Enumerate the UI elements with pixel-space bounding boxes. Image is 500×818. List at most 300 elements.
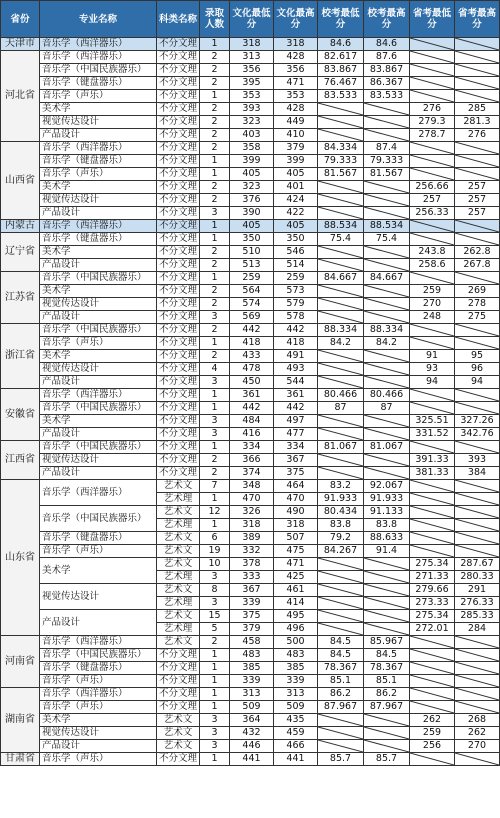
- culture-min-cell: 323: [230, 116, 274, 129]
- school-exam-min-empty-cell: [318, 428, 364, 441]
- culture-min-cell: 318: [230, 519, 274, 532]
- culture-min-cell: 416: [230, 428, 274, 441]
- diagonal-slash: [410, 636, 454, 648]
- culture-max-cell: 367: [274, 454, 318, 467]
- diagonal-slash: [455, 636, 499, 648]
- category-cell: 不分文理: [157, 51, 200, 64]
- culture-min-cell: 385: [230, 662, 274, 675]
- culture-max-cell: 405: [274, 168, 318, 181]
- culture-max-cell: 497: [274, 415, 318, 428]
- category-cell: 艺术文: [157, 558, 200, 571]
- major-cell: 产品设计: [40, 129, 157, 142]
- province-exam-min-empty-cell: [410, 506, 455, 519]
- school-exam-max-cell: 81.567: [364, 168, 410, 181]
- category-cell: 不分文理: [157, 77, 200, 90]
- diagonal-slash: [364, 376, 409, 388]
- culture-max-cell: 477: [274, 428, 318, 441]
- school-exam-max-cell: 75.4: [364, 233, 410, 246]
- admitted-count-cell: 2: [200, 116, 230, 129]
- school-exam-min-cell: 84.334: [318, 142, 364, 155]
- major-cell: 美术学: [40, 714, 157, 727]
- culture-min-cell: 470: [230, 493, 274, 506]
- school-exam-min-cell: 83.533: [318, 90, 364, 103]
- diagonal-slash: [410, 480, 454, 492]
- school-exam-max-empty-cell: [364, 207, 410, 220]
- school-exam-max-empty-cell: [364, 246, 410, 259]
- province-exam-max-cell: 285: [455, 103, 500, 116]
- school-exam-max-cell: 83.533: [364, 90, 410, 103]
- province-exam-min-empty-cell: [410, 688, 455, 701]
- diagonal-slash: [364, 467, 409, 479]
- province-exam-min-empty-cell: [410, 272, 455, 285]
- school-exam-min-cell: 88.334: [318, 324, 364, 337]
- diagonal-slash: [455, 701, 499, 713]
- school-exam-min-cell: 79.333: [318, 155, 364, 168]
- diagonal-slash: [410, 506, 454, 518]
- province-exam-max-empty-cell: [455, 51, 500, 64]
- table-row: [1, 64, 500, 77]
- culture-max-cell: 425: [274, 571, 318, 584]
- province-exam-max-cell: 342.76: [455, 428, 500, 441]
- school-exam-max-cell: 88.633: [364, 532, 410, 545]
- school-exam-min-empty-cell: [318, 363, 364, 376]
- school-exam-max-cell: 84.5: [364, 649, 410, 662]
- diagonal-slash: [318, 727, 363, 739]
- major-cell: 音乐学（声乐）: [40, 90, 157, 103]
- diagonal-slash: [318, 584, 363, 596]
- table-row: [1, 701, 500, 714]
- admitted-count-cell: 1: [200, 90, 230, 103]
- school-exam-min-cell: 79.2: [318, 532, 364, 545]
- culture-max-cell: 546: [274, 246, 318, 259]
- school-exam-min-cell: 76.467: [318, 77, 364, 90]
- school-exam-max-empty-cell: [364, 350, 410, 363]
- diagonal-slash: [410, 441, 454, 453]
- province-exam-max-empty-cell: [455, 220, 500, 233]
- province-exam-min-empty-cell: [410, 90, 455, 103]
- province-exam-max-cell: 276.33: [455, 597, 500, 610]
- culture-min-cell: 564: [230, 285, 274, 298]
- diagonal-slash: [318, 376, 363, 388]
- province-exam-min-empty-cell: [410, 441, 455, 454]
- culture-max-cell: 428: [274, 51, 318, 64]
- admitted-count-cell: 2: [200, 467, 230, 480]
- culture-max-cell: 496: [274, 623, 318, 636]
- province-exam-max-empty-cell: [455, 519, 500, 532]
- school-exam-min-empty-cell: [318, 194, 364, 207]
- province-exam-min-empty-cell: [410, 51, 455, 64]
- major-cell: 视觉传达设计: [40, 116, 157, 129]
- culture-min-cell: 569: [230, 311, 274, 324]
- culture-min-cell: 364: [230, 714, 274, 727]
- diagonal-slash: [410, 402, 454, 414]
- province-exam-min-empty-cell: [410, 233, 455, 246]
- admitted-count-cell: 3: [200, 714, 230, 727]
- table-row: [1, 714, 500, 727]
- category-cell: 不分文理: [157, 337, 200, 350]
- major-cell: 音乐学（声乐）: [40, 337, 157, 350]
- table-row: [1, 181, 500, 194]
- category-cell: 不分文理: [157, 649, 200, 662]
- major-cell: 音乐学（中国民族器乐）: [40, 441, 157, 454]
- province-exam-max-cell: 291: [455, 584, 500, 597]
- culture-max-cell: 483: [274, 649, 318, 662]
- admitted-count-cell: 2: [200, 285, 230, 298]
- diagonal-slash: [318, 571, 363, 583]
- culture-max-cell: 500: [274, 636, 318, 649]
- table-row: [1, 376, 500, 389]
- province-exam-min-cell: 325.51: [410, 415, 455, 428]
- province-exam-min-empty-cell: [410, 64, 455, 77]
- table-row: [1, 740, 500, 753]
- school-exam-max-cell: 78.367: [364, 662, 410, 675]
- major-cell: 音乐学（西洋器乐）: [40, 480, 157, 506]
- category-cell: 不分文理: [157, 64, 200, 77]
- province-exam-max-empty-cell: [455, 77, 500, 90]
- admitted-count-cell: 2: [200, 142, 230, 155]
- table-row: [1, 441, 500, 454]
- province-exam-max-cell: 257: [455, 207, 500, 220]
- province-exam-max-empty-cell: [455, 155, 500, 168]
- diagonal-slash: [410, 519, 454, 531]
- category-cell: 不分文理: [157, 675, 200, 688]
- table-body: [1, 38, 500, 766]
- diagonal-slash: [410, 532, 454, 544]
- school-exam-max-cell: 91.933: [364, 493, 410, 506]
- culture-min-cell: 393: [230, 103, 274, 116]
- category-cell: 艺术理: [157, 597, 200, 610]
- school-exam-max-cell: 85.7: [364, 753, 410, 766]
- school-exam-max-cell: 88.534: [364, 220, 410, 233]
- major-cell: 美术学: [40, 103, 157, 116]
- province-exam-min-empty-cell: [410, 77, 455, 90]
- culture-min-cell: 432: [230, 727, 274, 740]
- diagonal-slash: [364, 194, 409, 206]
- culture-min-cell: 361: [230, 389, 274, 402]
- school-exam-min-empty-cell: [318, 467, 364, 480]
- admitted-count-cell: 2: [200, 103, 230, 116]
- category-cell: 不分文理: [157, 259, 200, 272]
- culture-min-cell: 395: [230, 77, 274, 90]
- diagonal-slash: [364, 727, 409, 739]
- province-exam-min-empty-cell: [410, 480, 455, 493]
- culture-min-cell: 442: [230, 324, 274, 337]
- table-row: [1, 207, 500, 220]
- province-exam-min-empty-cell: [410, 753, 455, 766]
- culture-min-cell: 478: [230, 363, 274, 376]
- culture-max-cell: 405: [274, 220, 318, 233]
- culture-min-cell: 433: [230, 350, 274, 363]
- major-cell: 音乐学（声乐）: [40, 753, 157, 766]
- school-exam-min-cell: 81.567: [318, 168, 364, 181]
- category-cell: 不分文理: [157, 376, 200, 389]
- table-row: [1, 285, 500, 298]
- school-exam-min-empty-cell: [318, 259, 364, 272]
- province-exam-min-empty-cell: [410, 337, 455, 350]
- culture-max-cell: 471: [274, 77, 318, 90]
- diagonal-slash: [318, 454, 363, 466]
- admitted-count-cell: 1: [200, 272, 230, 285]
- province-exam-max-empty-cell: [455, 688, 500, 701]
- province-exam-min-empty-cell: [410, 142, 455, 155]
- culture-min-cell: 367: [230, 584, 274, 597]
- major-cell: 音乐学（声乐）: [40, 168, 157, 181]
- category-cell: 艺术文: [157, 532, 200, 545]
- header-culture-min: 文化最低分: [230, 1, 274, 38]
- admitted-count-cell: 6: [200, 532, 230, 545]
- province-exam-max-cell: 280.33: [455, 571, 500, 584]
- culture-max-cell: 339: [274, 675, 318, 688]
- province-cell: 安徽省: [1, 389, 40, 441]
- major-cell: 音乐学（中国民族器乐）: [40, 64, 157, 77]
- major-cell: 音乐学（声乐）: [40, 675, 157, 688]
- school-exam-min-cell: 91.933: [318, 493, 364, 506]
- culture-min-cell: 399: [230, 155, 274, 168]
- school-exam-min-cell: 84.6: [318, 38, 364, 51]
- diagonal-slash: [410, 337, 454, 349]
- diagonal-slash: [364, 714, 409, 726]
- province-exam-max-empty-cell: [455, 142, 500, 155]
- culture-max-cell: 318: [274, 38, 318, 51]
- school-exam-max-cell: 87.6: [364, 51, 410, 64]
- school-exam-max-empty-cell: [364, 623, 410, 636]
- table-row: [1, 428, 500, 441]
- diagonal-slash: [410, 90, 454, 102]
- table-row: [1, 363, 500, 376]
- culture-max-cell: 493: [274, 363, 318, 376]
- diagonal-slash: [410, 220, 454, 232]
- diagonal-slash: [318, 467, 363, 479]
- major-cell: 音乐学（中国民族器乐）: [40, 324, 157, 337]
- major-cell: 美术学: [40, 350, 157, 363]
- diagonal-slash: [455, 90, 499, 102]
- culture-max-cell: 399: [274, 155, 318, 168]
- table-row: [1, 753, 500, 766]
- school-exam-max-empty-cell: [364, 116, 410, 129]
- header-province: 省份: [1, 1, 40, 38]
- category-cell: 不分文理: [157, 402, 200, 415]
- province-exam-max-empty-cell: [455, 90, 500, 103]
- header-province-exam-min: 省考最低分: [410, 1, 455, 38]
- culture-min-cell: 376: [230, 194, 274, 207]
- diagonal-slash: [455, 519, 499, 531]
- culture-min-cell: 356: [230, 64, 274, 77]
- admitted-count-cell: 1: [200, 519, 230, 532]
- province-exam-max-empty-cell: [455, 389, 500, 402]
- province-exam-min-empty-cell: [410, 675, 455, 688]
- culture-min-cell: 366: [230, 454, 274, 467]
- major-cell: 音乐学（西洋器乐）: [40, 38, 157, 51]
- school-exam-max-empty-cell: [364, 597, 410, 610]
- table-row: [1, 272, 500, 285]
- diagonal-slash: [318, 207, 363, 219]
- diagonal-slash: [410, 545, 454, 557]
- diagonal-slash: [410, 155, 454, 167]
- table-row: [1, 467, 500, 480]
- category-cell: 不分文理: [157, 454, 200, 467]
- major-cell: 美术学: [40, 181, 157, 194]
- school-exam-max-empty-cell: [364, 740, 410, 753]
- culture-min-cell: 509: [230, 701, 274, 714]
- category-cell: 不分文理: [157, 155, 200, 168]
- school-exam-min-cell: 88.534: [318, 220, 364, 233]
- school-exam-max-empty-cell: [364, 194, 410, 207]
- major-cell: 音乐学（西洋器乐）: [40, 389, 157, 402]
- category-cell: 艺术理: [157, 571, 200, 584]
- culture-max-cell: 385: [274, 662, 318, 675]
- culture-max-cell: 442: [274, 324, 318, 337]
- province-cell: 内蒙古: [1, 220, 40, 233]
- diagonal-slash: [410, 324, 454, 336]
- category-cell: 不分文理: [157, 181, 200, 194]
- province-exam-min-empty-cell: [410, 701, 455, 714]
- school-exam-min-empty-cell: [318, 298, 364, 311]
- admitted-count-cell: 3: [200, 311, 230, 324]
- table-row: [1, 545, 500, 558]
- culture-max-cell: 441: [274, 753, 318, 766]
- province-exam-min-cell: 278.7: [410, 129, 455, 142]
- school-exam-max-cell: 87.967: [364, 701, 410, 714]
- diagonal-slash: [318, 129, 363, 141]
- admitted-count-cell: 2: [200, 350, 230, 363]
- diagonal-slash: [318, 363, 363, 375]
- province-exam-max-cell: 96: [455, 363, 500, 376]
- province-exam-max-cell: 276: [455, 129, 500, 142]
- culture-max-cell: 507: [274, 532, 318, 545]
- province-cell: 河南省: [1, 636, 40, 688]
- table-row: [1, 38, 500, 51]
- province-exam-max-empty-cell: [455, 402, 500, 415]
- major-cell: 音乐学（键盘器乐）: [40, 155, 157, 168]
- culture-max-cell: 353: [274, 90, 318, 103]
- school-exam-min-empty-cell: [318, 610, 364, 623]
- culture-min-cell: 353: [230, 90, 274, 103]
- diagonal-slash: [318, 259, 363, 271]
- diagonal-slash: [455, 324, 499, 336]
- culture-max-cell: 334: [274, 441, 318, 454]
- culture-max-cell: 424: [274, 194, 318, 207]
- culture-min-cell: 574: [230, 298, 274, 311]
- school-exam-min-empty-cell: [318, 350, 364, 363]
- diagonal-slash: [455, 441, 499, 453]
- major-cell: 音乐学（中国民族器乐）: [40, 402, 157, 415]
- culture-max-cell: 573: [274, 285, 318, 298]
- diagonal-slash: [318, 285, 363, 297]
- table-row: [1, 688, 500, 701]
- school-exam-max-cell: 87.4: [364, 142, 410, 155]
- province-exam-max-empty-cell: [455, 545, 500, 558]
- province-cell: 山东省: [1, 480, 40, 636]
- admitted-count-cell: 1: [200, 701, 230, 714]
- admitted-count-cell: 1: [200, 38, 230, 51]
- school-exam-max-cell: 86.2: [364, 688, 410, 701]
- diagonal-slash: [455, 142, 499, 154]
- category-cell: 不分文理: [157, 350, 200, 363]
- school-exam-max-empty-cell: [364, 610, 410, 623]
- header-school-exam-min: 校考最低分: [318, 1, 364, 38]
- header-culture-max: 文化最高分: [274, 1, 318, 38]
- diagonal-slash: [364, 103, 409, 115]
- diagonal-slash: [410, 51, 454, 63]
- culture-min-cell: 375: [230, 610, 274, 623]
- culture-min-cell: 313: [230, 688, 274, 701]
- admitted-count-cell: 2: [200, 194, 230, 207]
- school-exam-min-cell: 75.4: [318, 233, 364, 246]
- diagonal-slash: [410, 675, 454, 687]
- table-row: [1, 298, 500, 311]
- culture-min-cell: 418: [230, 337, 274, 350]
- table-row: [1, 662, 500, 675]
- school-exam-min-empty-cell: [318, 207, 364, 220]
- admitted-count-cell: 4: [200, 363, 230, 376]
- category-cell: 不分文理: [157, 298, 200, 311]
- diagonal-slash: [318, 311, 363, 323]
- admitted-count-cell: 5: [200, 623, 230, 636]
- diagonal-slash: [364, 597, 409, 609]
- culture-max-cell: 449: [274, 116, 318, 129]
- province-exam-max-empty-cell: [455, 324, 500, 337]
- table-row: [1, 558, 500, 571]
- diagonal-slash: [364, 428, 409, 440]
- diagonal-slash: [318, 428, 363, 440]
- school-exam-max-cell: 91.4: [364, 545, 410, 558]
- culture-max-cell: 491: [274, 350, 318, 363]
- school-exam-max-empty-cell: [364, 467, 410, 480]
- culture-min-cell: 510: [230, 246, 274, 259]
- culture-min-cell: 442: [230, 402, 274, 415]
- diagonal-slash: [318, 103, 363, 115]
- province-exam-min-cell: 262: [410, 714, 455, 727]
- school-exam-min-cell: 85.1: [318, 675, 364, 688]
- category-cell: 艺术文: [157, 506, 200, 519]
- major-cell: 产品设计: [40, 467, 157, 480]
- culture-max-cell: 414: [274, 597, 318, 610]
- province-exam-max-cell: 94: [455, 376, 500, 389]
- diagonal-slash: [364, 610, 409, 622]
- table-row: [1, 194, 500, 207]
- school-exam-min-cell: 83.867: [318, 64, 364, 77]
- category-cell: 艺术文: [157, 610, 200, 623]
- culture-min-cell: 403: [230, 129, 274, 142]
- culture-max-cell: 578: [274, 311, 318, 324]
- diagonal-slash: [455, 38, 499, 50]
- school-exam-min-cell: 84.2: [318, 337, 364, 350]
- province-exam-max-cell: 287.67: [455, 558, 500, 571]
- school-exam-min-empty-cell: [318, 584, 364, 597]
- diagonal-slash: [364, 207, 409, 219]
- category-cell: 艺术文: [157, 714, 200, 727]
- culture-max-cell: 459: [274, 727, 318, 740]
- school-exam-max-empty-cell: [364, 558, 410, 571]
- province-exam-min-cell: 275.34: [410, 558, 455, 571]
- culture-max-cell: 361: [274, 389, 318, 402]
- table-row: [1, 129, 500, 142]
- province-exam-min-cell: 259: [410, 285, 455, 298]
- province-exam-max-empty-cell: [455, 753, 500, 766]
- province-exam-min-empty-cell: [410, 168, 455, 181]
- admitted-count-cell: 2: [200, 636, 230, 649]
- major-cell: 视觉传达设计: [40, 194, 157, 207]
- school-exam-max-cell: 83.867: [364, 64, 410, 77]
- major-cell: 产品设计: [40, 207, 157, 220]
- culture-max-cell: 313: [274, 688, 318, 701]
- culture-max-cell: 470: [274, 493, 318, 506]
- category-cell: 不分文理: [157, 285, 200, 298]
- school-exam-min-empty-cell: [318, 415, 364, 428]
- school-exam-min-empty-cell: [318, 740, 364, 753]
- school-exam-max-cell: 81.067: [364, 441, 410, 454]
- diagonal-slash: [455, 532, 499, 544]
